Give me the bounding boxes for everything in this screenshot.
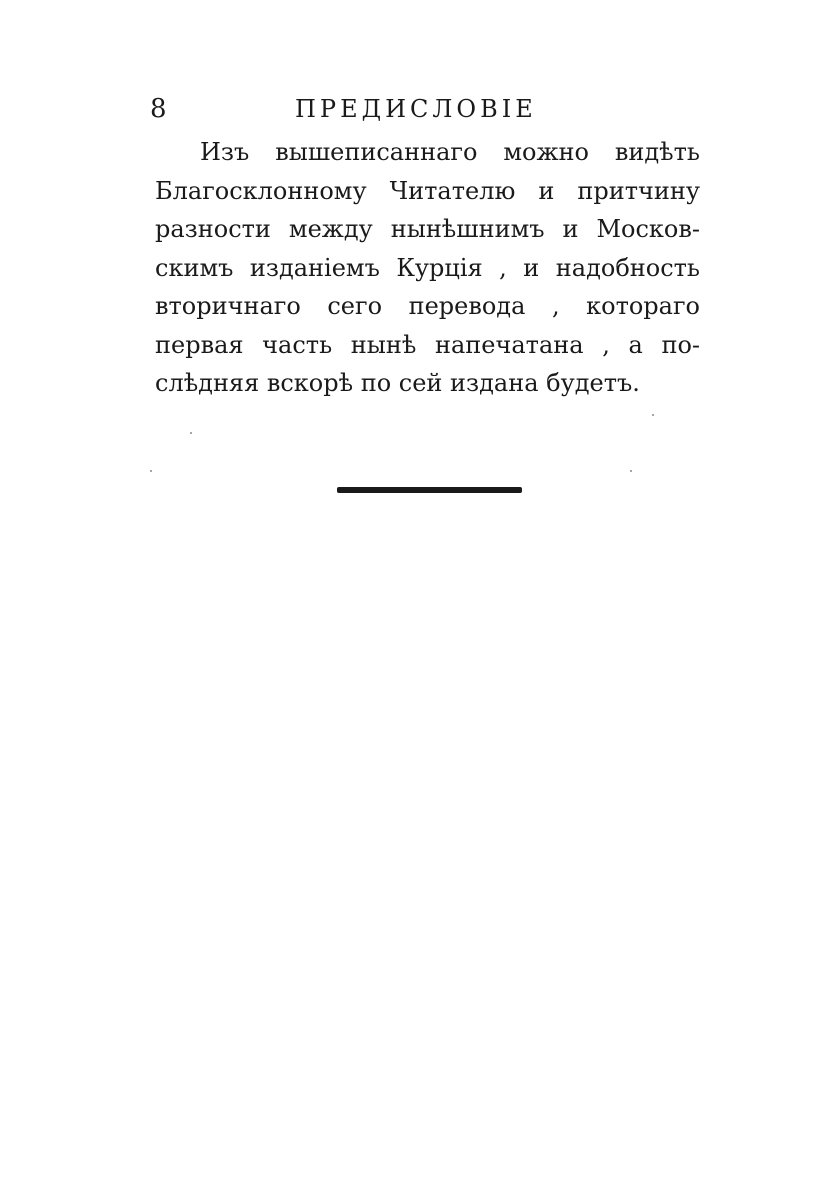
text-line: скимъ изданiемъ Курцiя , и надобность xyxy=(155,253,700,282)
text-line: слѣдняя вскорѣ по сей издана будетъ. xyxy=(155,369,640,397)
page-header xyxy=(150,92,710,126)
paper-speck xyxy=(190,432,192,434)
paper-speck xyxy=(630,470,632,472)
paper-speck xyxy=(652,414,654,416)
text-line: разности между нынѣшнимъ и Москов- xyxy=(155,215,700,243)
text-line: первая часть нынѣ напечатана , а по- xyxy=(155,330,700,359)
preface-paragraph xyxy=(155,133,700,403)
page-number: 8 xyxy=(150,94,167,124)
text-line: Благосклонному Читателю и притчину xyxy=(155,176,700,205)
text-line: вторичнаго сего перевода , котораго xyxy=(155,292,700,320)
paper-speck xyxy=(150,470,152,472)
section-end-rule xyxy=(337,487,522,493)
text-line: Изъ вышеписаннаго можно видѣть xyxy=(200,138,700,166)
running-head: ПРЕДИСЛОВІЕ xyxy=(295,95,537,123)
